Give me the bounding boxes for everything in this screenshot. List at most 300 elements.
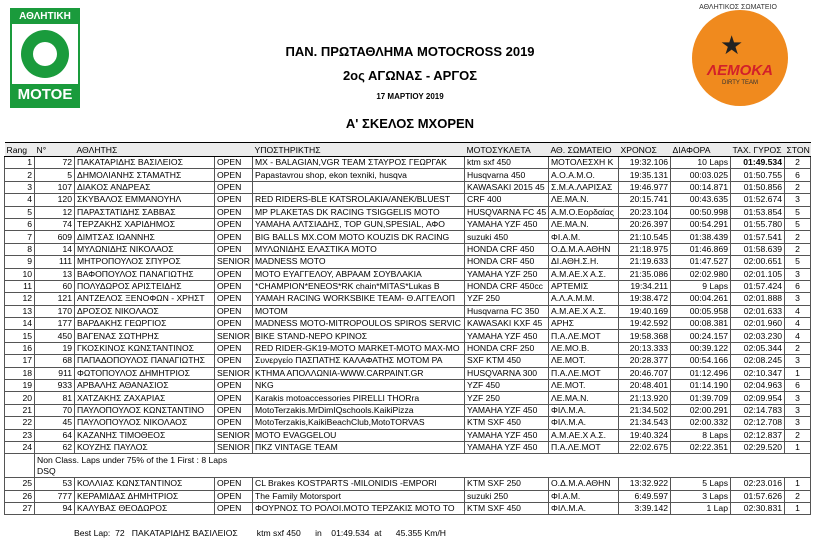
cell-time: 21:34.543 [619,417,671,429]
cell-lap: 2 [785,342,811,354]
cell-bike: KAWASAKI 2015 45 [465,181,549,193]
cell-club: ΦΙΛ.Μ.Α. [549,502,619,514]
cell-lap: 2 [785,429,811,441]
cell-sponsor: RED RIDER-GK19-MOTO MARKET-MOTO MAX-MO [253,342,465,354]
cell-rang: 13 [5,305,35,317]
cell-bike: suzuki 450 [465,231,549,243]
cell-sponsor: CL Brakes KOSTPARTS -MILONIDIS -EMPORI [253,478,465,490]
cell-num: 74 [35,218,75,230]
cell-cls: OPEN [215,280,253,292]
cell-club: ΦΙΛ.Μ.Α. [549,404,619,416]
cell-best: 01:55.780 [731,218,785,230]
cell-diff: 9 Laps [671,280,731,292]
cell-bike: Husqvarna FC 350 [465,305,549,317]
cell-sponsor: Papastavrou shop, ekon texniki, husqva [253,169,465,181]
cell-cls: OPEN [215,293,253,305]
cell-best: 01:58.639 [731,243,785,255]
championship-title: ΠΑΝ. ΠΡΩΤΑΘΛΗΜΑ MOTOCROSS 2019 [285,44,535,59]
motocross-rider-icon: ★ [720,30,744,60]
cell-rang: 18 [5,367,35,379]
cell-club: Π.Α.ΛΕ.ΜΟΤ [549,367,619,379]
cell-num: 777 [35,490,75,502]
cell-bike: SXF KTM 450 [465,355,549,367]
cell-time: 20:13.333 [619,342,671,354]
cell-sponsor: NKG [253,380,465,392]
cell-club: ΛΕ.ΜΟΤ. [549,380,619,392]
cell-name: ΠΑΚΑΤΑΡΙΔΗΣ ΒΑΣΙΛΕΙΟΣ [75,157,215,169]
race-title: 2ος ΑΓΩΝΑΣ - ΑΡΓΟΣ [342,68,478,83]
note-spacer [5,454,35,466]
cell-num: 5 [35,169,75,181]
cell-name: ΧΑΤΖΑΚΗΣ ΖΑΧΑΡΙΑΣ [75,392,215,404]
cell-diff: 00:54.291 [671,218,731,230]
cell-cls: SENIOR [215,330,253,342]
cell-rang: 22 [5,417,35,429]
cell-cls: OPEN [215,206,253,218]
cell-best: 02:08.245 [731,355,785,367]
cell-bike: YZF 450 [465,380,549,392]
cell-sponsor: MADNESS MOTO [253,256,465,268]
cell-lap: 3 [785,194,811,206]
cell-cls: OPEN [215,502,253,514]
cell-diff: 02:00.291 [671,404,731,416]
cell-sponsor: MOTO EVAGGELOU [253,429,465,441]
cell-rang: 8 [5,243,35,255]
cell-best: 02:05.344 [731,342,785,354]
cell-sponsor: MOTOM [253,305,465,317]
cell-diff: 00:39.122 [671,342,731,354]
cell-bike: KTM SXF 450 [465,502,549,514]
cell-rang: 12 [5,293,35,305]
cell-cls: OPEN [215,478,253,490]
cell-club: ΦΙ.Α.Μ. [549,490,619,502]
cell-club: Σ.Μ.Α.ΛΑΡΙΣΑΣ [549,181,619,193]
cell-name: ΦΩΤΟΠΟΥΛΟΣ ΔΗΜΗΤΡΙΟΣ [75,367,215,379]
cell-lap: 3 [785,355,811,367]
results-header-row [5,143,811,157]
cell-lap: 3 [785,268,811,280]
cell-diff: 02:22.351 [671,441,731,453]
result-row [5,330,811,342]
cell-time: 6:49.597 [619,490,671,502]
cell-num: 70 [35,404,75,416]
cell-best: 02:01.888 [731,293,785,305]
cell-sponsor: MotoTerzakis,KaikiBeachClub,MotoTORVAS [253,417,465,429]
cell-lap: 2 [785,490,811,502]
cell-club: ΦΙΛ.Μ.Α. [549,417,619,429]
cell-lap: 3 [785,417,811,429]
cell-num: 111 [35,256,75,268]
result-row [5,218,811,230]
federation-logo-top: ΑΘΛΗΤΙΚΗ [12,10,78,24]
cell-cls: OPEN [215,305,253,317]
result-row [5,404,811,416]
result-row [5,280,811,292]
cell-best: 02:03.230 [731,330,785,342]
cell-cls: OPEN [215,355,253,367]
cell-bike: HONDA CRF 250 [465,342,549,354]
cell-time: 22:02.675 [619,441,671,453]
cell-cls: OPEN [215,169,253,181]
cell-bike: KAWASAKI KXF 45 [465,318,549,330]
cell-lap: 3 [785,404,811,416]
cell-bike: HONDA CRF 450 [465,256,549,268]
cell-best: 02:01.960 [731,318,785,330]
club-logo-sub: DIRTY TEAM [721,80,758,86]
cell-diff: 01:12.496 [671,367,731,379]
cell-sponsor: MotoTerzakis.MrDimIQschools.KaikiPizza [253,404,465,416]
cell-diff: 00:04.261 [671,293,731,305]
cell-rang: 25 [5,478,35,490]
note-spacer [5,466,35,478]
cell-sponsor: ΜΟΤΟ ΕΥΑΓΓΕΛΟΥ, ΑΒΡΑΑΜ ΣΟΥΒΛΑΚΙΑ [253,268,465,280]
cell-time: 19:38.472 [619,293,671,305]
cell-name: ΒΑΦΟΠΟΥΛΟΣ ΠΑΝΑΓΙΩΤΗΣ [75,268,215,280]
cell-cls: OPEN [215,392,253,404]
cell-diff: 00:24.157 [671,330,731,342]
cell-bike: YAMAHA YZF 450 [465,330,549,342]
heat-title: Α' ΣΚΕΛΟΣ ΜΧΟΡΕΝ [345,116,475,131]
cell-club: Α.Μ.ΑΕ.Χ Α.Σ. [549,305,619,317]
result-row [5,429,811,441]
cell-sponsor: BIKE STAND-NEPO ΚΡΙΝΟΣ [253,330,465,342]
cell-cls: SENIOR [215,429,253,441]
cell-name: ΔΙΑΚΟΣ ΑΝΔΡΕΑΣ [75,181,215,193]
cell-bike: HONDA CRF 450 [465,243,549,255]
cell-club: ΑΡΗΣ [549,318,619,330]
cell-sponsor: ΚΤΗΜΑ ΑΠΟΛΛΩΝΙΑ-WWW.CARPAINT.GR [253,367,465,379]
cell-time: 19:35.131 [619,169,671,181]
cell-club: ΛΕ.ΜΟ.Β. [549,342,619,354]
cell-lap: 1 [785,367,811,379]
cell-time: 21:35.086 [619,268,671,280]
cell-club: Α.Ο.Α.Μ.Ο. [549,169,619,181]
cell-num: 94 [35,502,75,514]
club-logo-name: ΛΕΜΟΚΑ [707,62,773,79]
cell-rang: 14 [5,318,35,330]
cell-time: 20:46.707 [619,367,671,379]
result-row [5,231,811,243]
cell-bike: YAMAHA YZF 250 [465,268,549,280]
cell-cls: OPEN [215,318,253,330]
cell-lap: 5 [785,256,811,268]
column-header: Rang [5,143,35,157]
result-row [5,392,811,404]
cell-num: 911 [35,367,75,379]
cell-best: 01:49.534 [731,157,785,169]
cell-name: ΚΕΡΑΜΙΔΑΣ ΔΗΜΗΤΡΙΟΣ [75,490,215,502]
cell-num: 609 [35,231,75,243]
cell-num: 60 [35,280,75,292]
cell-sponsor: BIG BALLS MX.COM MOTO KOUZIS DK RACING [253,231,465,243]
cell-time: 19:46.977 [619,181,671,193]
cell-time: 20:48.401 [619,380,671,392]
cell-sponsor: RED RIDERS-BLE KATSROLAKIA/ANEK/BLUEST [253,194,465,206]
cell-best: 01:57.541 [731,231,785,243]
cell-bike: YAMAHA YZF 450 [465,441,549,453]
cell-diff: 00:54.166 [671,355,731,367]
cell-club: Α.Μ.Ο.Εορδαίας [549,206,619,218]
cell-num: 107 [35,181,75,193]
cell-club: ΛΕ.ΜΑ.Ν. [549,194,619,206]
cell-rang: 23 [5,429,35,441]
cell-rang: 6 [5,218,35,230]
cell-diff: 02:00.332 [671,417,731,429]
cell-time: 21:34.502 [619,404,671,416]
cell-time: 20:28.377 [619,355,671,367]
cell-name: ΠΑΥΛΟΠΟΥΛΟΣ ΚΩΝΣΤΑΝΤΙΝΟ [75,404,215,416]
cell-best: 02:23.016 [731,478,785,490]
result-row [5,441,811,453]
result-row [5,243,811,255]
cell-sponsor: ΠΚΖ VINTAGE TEAM [253,441,465,453]
cell-rang: 16 [5,342,35,354]
results-body [5,157,811,515]
cell-cls: OPEN [215,490,253,502]
cell-name: ΚΑΖΑΝΗΣ ΤΙΜΟΘΕΟΣ [75,429,215,441]
cell-rang: 20 [5,392,35,404]
result-row [5,355,811,367]
cell-name: ΠΑΠΑΔΟΠΟΥΛΟΣ ΠΑΝΑΓΙΩΤΗΣ [75,355,215,367]
cell-sponsor [253,181,465,193]
cell-club: Ο.Δ.Μ.Α.ΑΘΗΝ [549,243,619,255]
cell-time: 19:58.368 [619,330,671,342]
cell-cls: OPEN [215,342,253,354]
cell-time: 19:40.324 [619,429,671,441]
cell-lap: 1 [785,502,811,514]
cell-cls: OPEN [215,243,253,255]
cell-sponsor: Συνεργείο ΠΑΣΠΑΤΗΣ ΚΑΛΑΦΑΤΗΣ ΜΟΤΟΜ ΡΑ [253,355,465,367]
cell-bike: Husqvarna 450 [465,169,549,181]
cell-rang: 27 [5,502,35,514]
cell-lap: 1 [785,478,811,490]
cell-num: 81 [35,392,75,404]
cell-rang: 9 [5,256,35,268]
cell-num: 14 [35,243,75,255]
cell-rang: 17 [5,355,35,367]
cell-diff: 5 Laps [671,478,731,490]
cell-diff: 00:05.958 [671,305,731,317]
cell-name: ΜΗΤΡΟΠΟΥΛΟΣ ΣΠΥΡΟΣ [75,256,215,268]
cell-time: 19:34.211 [619,280,671,292]
cell-best: 02:29.520 [731,441,785,453]
cell-diff: 00:14.871 [671,181,731,193]
cell-rang: 21 [5,404,35,416]
cell-rang: 5 [5,206,35,218]
cell-lap: 6 [785,280,811,292]
cell-time: 13:32.922 [619,478,671,490]
cell-club: ΛΕ.ΜΑ.Ν. [549,392,619,404]
race-date: 17 ΜΑΡΤΙΟΥ 2019 [376,92,444,101]
cell-name: ΔΡΟΣΟΣ ΝΙΚΟΛΑΟΣ [75,305,215,317]
cell-lap: 6 [785,169,811,181]
cell-best: 01:57.424 [731,280,785,292]
cell-time: 21:18.975 [619,243,671,255]
result-row [5,367,811,379]
cell-lap: 1 [785,441,811,453]
cell-name: ΜΥΛΩΝΙΔΗΣ ΝΙΚΟΛΑΟΣ [75,243,215,255]
cell-best: 02:10.347 [731,367,785,379]
cell-best: 01:50.755 [731,169,785,181]
cell-sponsor: MADNESS MOTO-MITROPOULOS SPIROS SERVIC [253,318,465,330]
cell-best: 01:57.626 [731,490,785,502]
column-header: ΥΠΟΣΤΗΡΙΚΤΗΣ [253,143,465,157]
cell-diff: 8 Laps [671,429,731,441]
cell-club: Ο.Δ.Μ.Α.ΑΘΗΝ [549,478,619,490]
cell-best: 02:01.633 [731,305,785,317]
cell-bike: ktm sxf 450 [465,157,549,169]
column-header: ΑΘΛΗΤΗΣ [75,143,215,157]
cell-rang: 26 [5,490,35,502]
cell-cls: OPEN [215,231,253,243]
cell-club: ΜΟΤΟΛΕΣΧΗ Κ [549,157,619,169]
best-lap-line: Best Lap: 72 ΠΑΚΑΤΑΡΙΔΗΣ ΒΑΣΙΛΕΙΟΣ ktm sxf 450 in 01:49.534 at 45.355 Km/H [74,528,446,538]
cell-diff: 00:08.381 [671,318,731,330]
cell-sponsor: ΜΥΛΩΝΙΔΗΣ ΕΛΑΣΤΙΚΑ MOTO [253,243,465,255]
cell-name: ΚΟΥΖΗΣ ΠΑΥΛΟΣ [75,441,215,453]
cell-bike: YZF 250 [465,392,549,404]
cell-cls: OPEN [215,268,253,280]
cell-bike: HONDA CRF 450cc [465,280,549,292]
results-table [4,142,811,515]
cell-lap: 2 [785,157,811,169]
cell-num: 13 [35,268,75,280]
cell-diff: 01:14.190 [671,380,731,392]
cell-time: 19:42.592 [619,318,671,330]
cell-lap: 4 [785,318,811,330]
cell-rang: 4 [5,194,35,206]
column-header: ΔΙΑΦΟΡΑ [671,143,731,157]
cell-bike: YZF 250 [465,293,549,305]
cell-diff: 01:39.709 [671,392,731,404]
cell-num: 121 [35,293,75,305]
cell-diff: 01:47.527 [671,256,731,268]
cell-best: 02:04.963 [731,380,785,392]
result-row [5,194,811,206]
cell-rang: 1 [5,157,35,169]
cell-name: ΒΑΡΔΑΚΗΣ ΓΕΩΡΓΙΟΣ [75,318,215,330]
note-row [5,466,811,478]
cell-cls: OPEN [215,380,253,392]
cell-diff: 1 Lap [671,502,731,514]
cell-time: 19:32.106 [619,157,671,169]
cell-best: 01:53.854 [731,206,785,218]
cell-best: 02:12.837 [731,429,785,441]
cell-lap: 2 [785,243,811,255]
dsq-label: DSQ [35,466,811,478]
cell-bike: suzuki 250 [465,490,549,502]
cell-diff: 02:02.980 [671,268,731,280]
cell-best: 02:14.783 [731,404,785,416]
cell-sponsor: *CHAMPION*ENEOS*RK chain*MITAS*Lukas B [253,280,465,292]
result-row [5,169,811,181]
cell-rang: 10 [5,268,35,280]
cell-time: 20:23.104 [619,206,671,218]
cell-sponsor: ΦΟΥΡΝΟΣ ΤΟ ΡΟΛΟΙ.ΜΟΤΟ ΤΕΡΖΑΚΙΣ ΜΟΤΟ ΤΟ [253,502,465,514]
cell-cls: SENIOR [215,441,253,453]
cell-club: ΛΕ.ΜΑ.Ν. [549,218,619,230]
result-row [5,380,811,392]
cell-num: 72 [35,157,75,169]
cell-num: 177 [35,318,75,330]
cell-lap: 3 [785,293,811,305]
club-logo-arc-text: ΑΘΛΗΤΙΚΟΣ ΣΩΜΑΤΕΙΟ [699,4,777,11]
cell-best: 01:52.674 [731,194,785,206]
cell-best: 02:01.105 [731,268,785,280]
cell-name: ΔΙΜΤΣΑΣ ΙΩΑΝΝΗΣ [75,231,215,243]
cell-bike: CRF 400 [465,194,549,206]
cell-club: Π.Α.ΛΕ.ΜΟΤ [549,330,619,342]
cell-sponsor: The Family Motorsport [253,490,465,502]
cell-num: 45 [35,417,75,429]
cell-name: ΒΑΓΕΝΑΣ ΣΩΤΗΡΗΣ [75,330,215,342]
cell-cls: OPEN [215,157,253,169]
cell-time: 20:26.397 [619,218,671,230]
column-header: ΧΡΟΝΟΣ [619,143,671,157]
cell-sponsor: YAMAHA ΑΛΤΣΙΑΔΗΣ, TOP GUN,SPESIAL, ΑΦΟ [253,218,465,230]
cell-bike: YAMAHA YZF 450 [465,218,549,230]
cell-num: 450 [35,330,75,342]
result-row [5,181,811,193]
cell-club: Π.Α.ΛΕ.ΜΟΤ [549,441,619,453]
cell-num: 120 [35,194,75,206]
cell-cls: OPEN [215,404,253,416]
cell-num: 53 [35,478,75,490]
cell-best: 02:12.708 [731,417,785,429]
cell-sponsor: Karakis motoaccessories PIRELLI THORra [253,392,465,404]
cell-time: 21:13.920 [619,392,671,404]
cell-rang: 11 [5,280,35,292]
cell-diff: 3 Laps [671,490,731,502]
cell-name: ΤΕΡΖΑΚΗΣ ΧΑΡΙΔΗΜΟΣ [75,218,215,230]
cell-lap: 4 [785,330,811,342]
cell-diff: 00:03.025 [671,169,731,181]
cell-bike: YAMAHA YZF 450 [465,404,549,416]
cell-club: Α.Μ.ΑΕ.Χ Α.Σ. [549,268,619,280]
cell-diff: 00:50.998 [671,206,731,218]
column-header: ΜΟΤΟΣΥΚΛΕΤΑ [465,143,549,157]
cell-best: 01:50.856 [731,181,785,193]
cell-best: 02:09.954 [731,392,785,404]
cell-time: 3:39.142 [619,502,671,514]
column-header: ΣΤΟΝ [786,144,810,155]
result-row [5,157,811,169]
cell-name: ΠΑΥΛΟΠΟΥΛΟΣ ΝΙΚΟΛΑΟΣ [75,417,215,429]
note-row [5,454,811,466]
cell-num: 170 [35,305,75,317]
cell-club: ΦΙ.Α.Μ. [549,231,619,243]
cell-bike: KTM SXF 250 [465,478,549,490]
column-header: N° [35,143,75,157]
non-classified-note: Non Class. Laps under 75% of the 1 First : 8 Laps [35,454,811,466]
cell-name: ΔΗΜΟΛΙΑΝΗΣ ΣΤΑΜΑΤΗΣ [75,169,215,181]
cell-lap: 5 [785,206,811,218]
result-row [5,417,811,429]
cell-cls: OPEN [215,218,253,230]
cell-cls: OPEN [215,194,253,206]
cell-cls: SENIOR [215,256,253,268]
cell-name: ΠΑΡΑΣΤΑΤΙΔΗΣ ΣΑΒΒΑΣ [75,206,215,218]
cell-diff: 01:38.439 [671,231,731,243]
cell-club: Α.Μ.ΑΕ.Χ Α.Σ. [549,429,619,441]
cell-lap: 4 [785,305,811,317]
cell-num: 64 [35,429,75,441]
cell-best: 02:00.651 [731,256,785,268]
cell-time: 21:19.633 [619,256,671,268]
cell-time: 21:10.545 [619,231,671,243]
cell-name: ΑΝΤΖΕΛΟΣ ΞΕΝΟΦΩΝ - ΧΡΗΣΤ [75,293,215,305]
cell-bike: HUSQVARNA FC 45 [465,206,549,218]
